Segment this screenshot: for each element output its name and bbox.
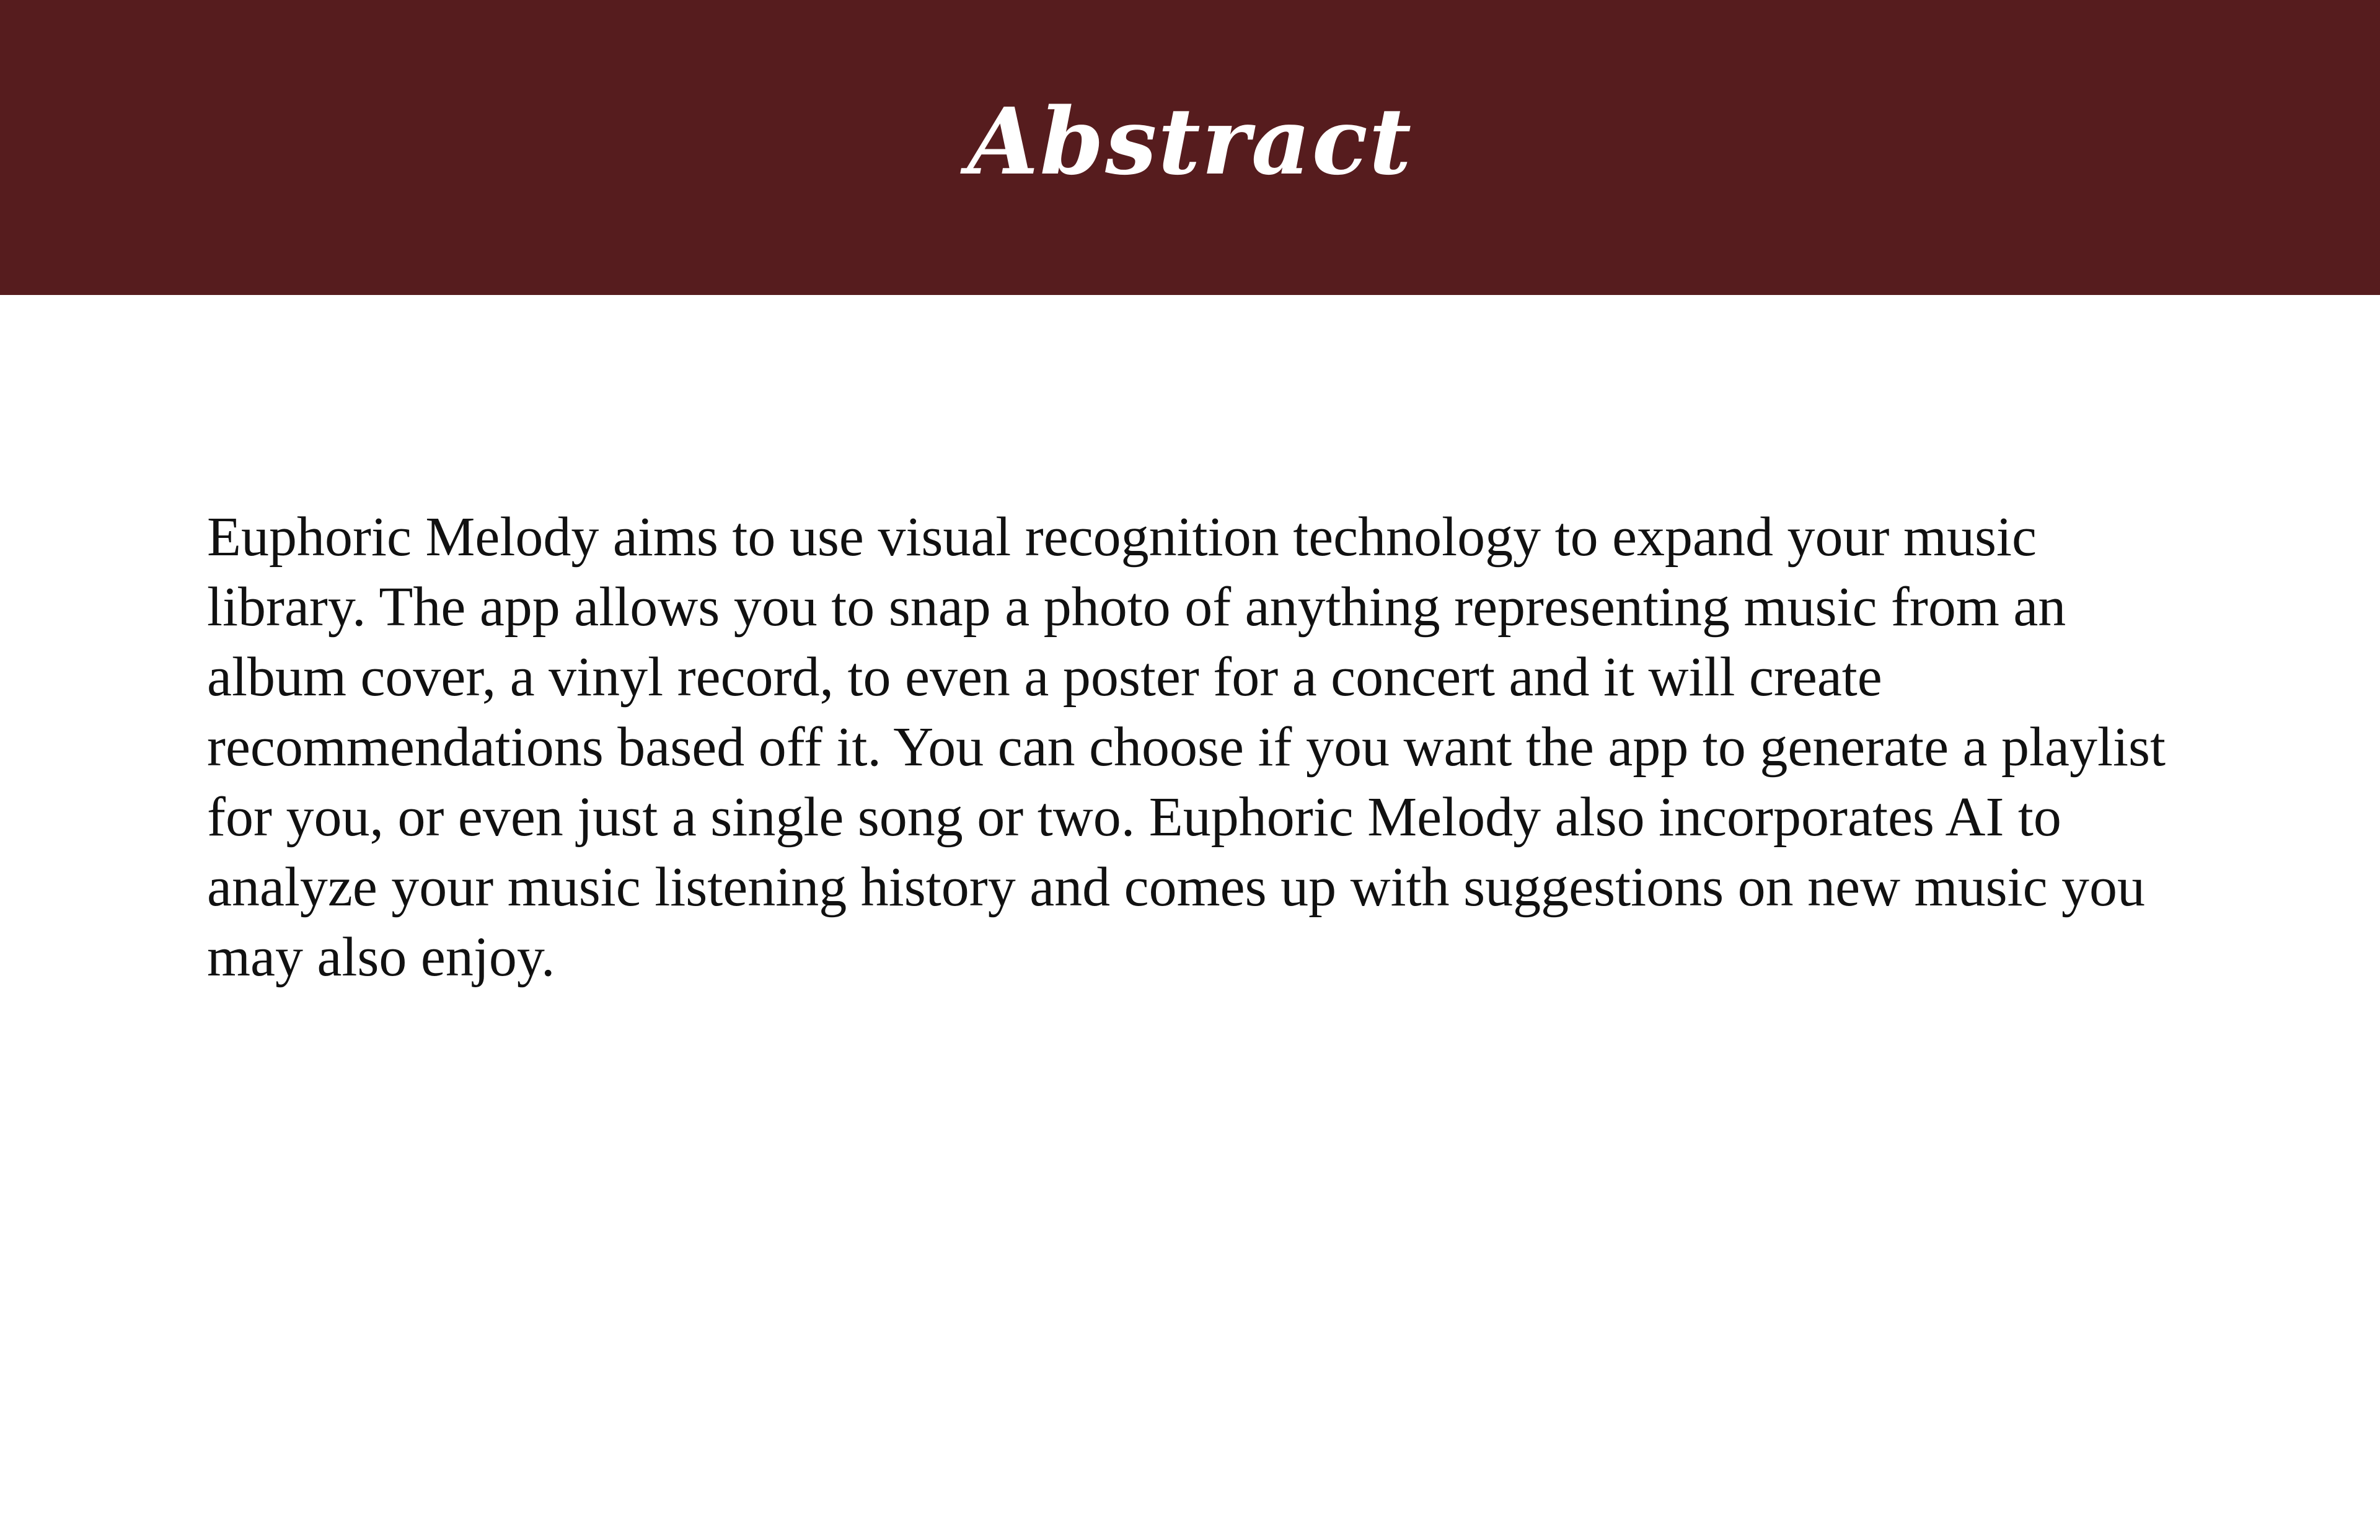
abstract-line: for you, or even just a single song or two. Euphoric Melody also incorporates AI to	[207, 786, 2061, 848]
abstract-line: Euphoric Melody aims to use visual recognition technology to expand your music	[207, 506, 2037, 568]
abstract-line: library. The app allows you to snap a photo of anything representing music from an	[207, 576, 2066, 638]
page-title: Abstract	[967, 87, 1413, 195]
abstract-line: recommendations based off it. You can choose if you want the app to generate a playlist	[207, 716, 2166, 778]
title-banner	[0, 0, 2380, 295]
abstract-paragraph	[207, 502, 2252, 992]
abstract-line: album cover, a vinyl record, to even a poster for a concert and it will create	[207, 646, 1882, 708]
abstract-line: may also enjoy.	[207, 926, 555, 988]
abstract-line: analyze your music listening history and comes up with suggestions on new music you	[207, 856, 2146, 918]
